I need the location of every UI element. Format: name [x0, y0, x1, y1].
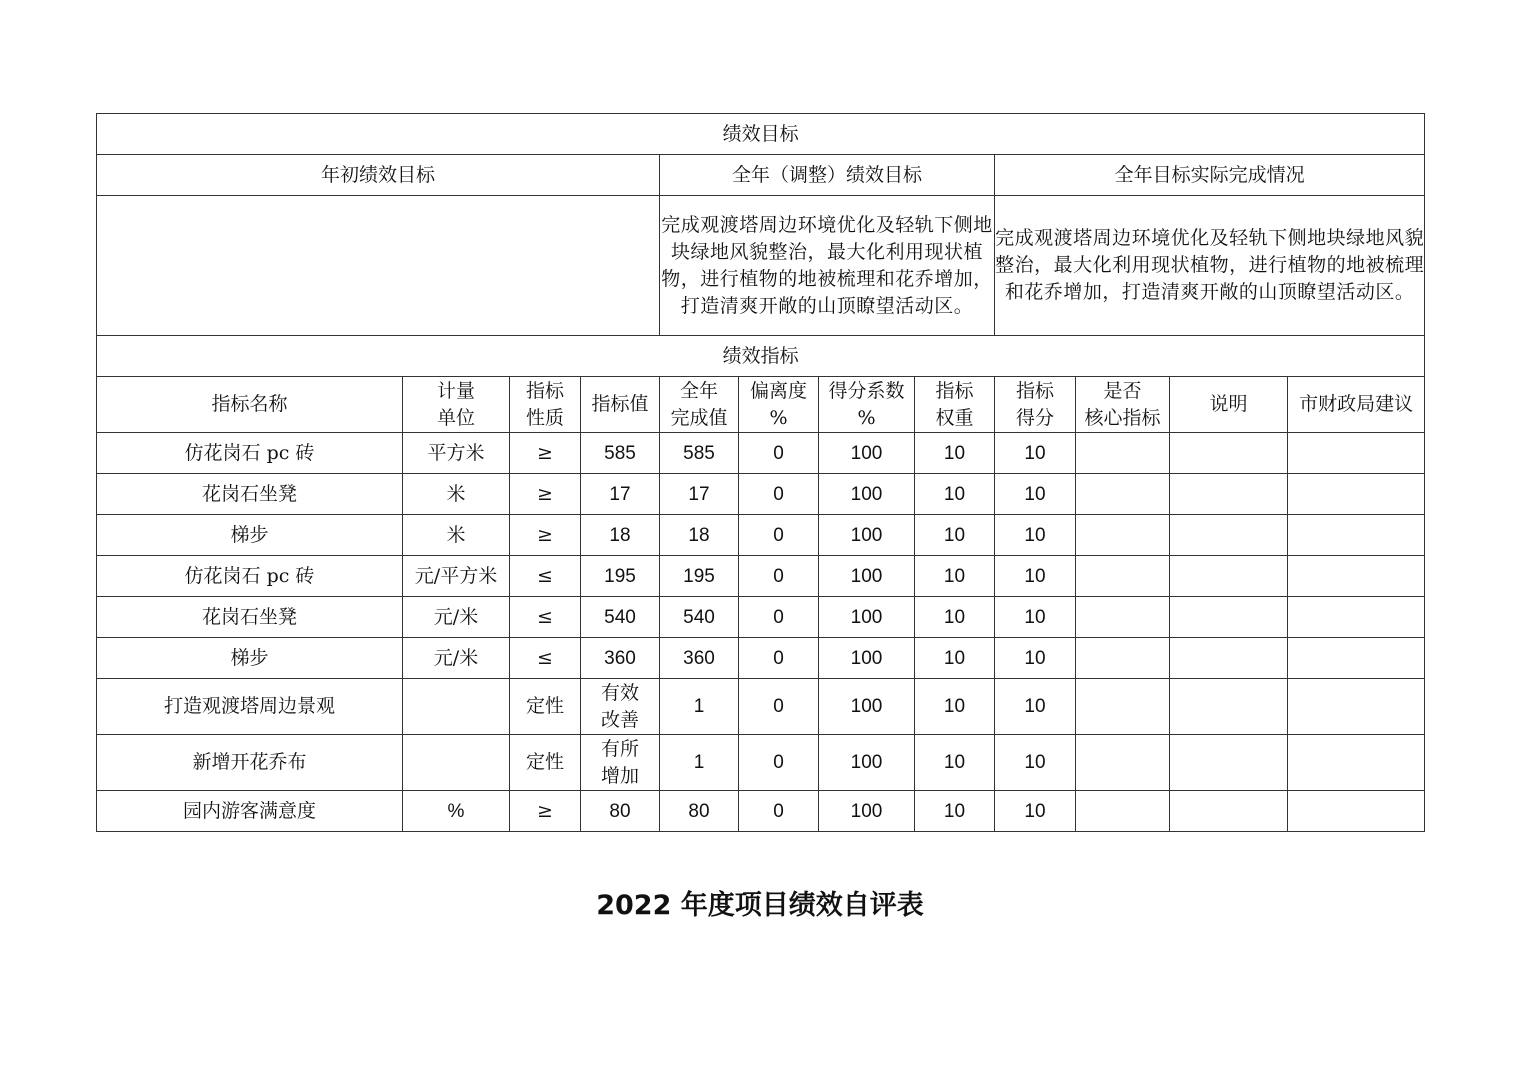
- cell-weight: 10: [915, 735, 995, 791]
- cell-weight: 10: [915, 791, 995, 832]
- col-weight-header: 指标 权重: [915, 377, 995, 433]
- cell-advice: [1288, 597, 1425, 638]
- cell-name: 花岗石坐凳: [97, 597, 403, 638]
- col-core-header: 是否 核心指标: [1076, 377, 1170, 433]
- goal-actual-text: [995, 196, 1425, 336]
- cell-unit: 米: [403, 515, 510, 556]
- cell-note: [1170, 515, 1288, 556]
- cell-advice: [1288, 556, 1425, 597]
- table-row: [97, 433, 1425, 474]
- cell-nature: ≥: [510, 791, 581, 832]
- cell-core: [1076, 597, 1170, 638]
- cell-unit: [403, 679, 510, 735]
- col-deviation-header: 偏离度 %: [739, 377, 819, 433]
- column-header-row: [97, 377, 1425, 433]
- col-advice-header: 市财政局建议: [1288, 377, 1425, 433]
- cell-core: [1076, 638, 1170, 679]
- cell-weight: 10: [915, 679, 995, 735]
- cell-core: [1076, 515, 1170, 556]
- cell-name: 梯步: [97, 638, 403, 679]
- cell-target: 360: [581, 638, 660, 679]
- cell-name: 打造观渡塔周边景观: [97, 679, 403, 735]
- cell-nature: ≤: [510, 638, 581, 679]
- cell-name: 新增开花乔布: [97, 735, 403, 791]
- col-target-header: 指标值: [581, 377, 660, 433]
- cell-coef: 100: [819, 556, 915, 597]
- section-goals-header: 绩效目标: [97, 114, 1425, 155]
- cell-note: [1170, 679, 1288, 735]
- cell-target: 585: [581, 433, 660, 474]
- goal-adjusted-content: 完成观渡塔周边环境优化及轻轨下侧地块绿地风貌整治，最大化利用现状植物，进行植物的地被梳理和花乔增加，打造清爽开敞的山顶瞭望活动区。: [661, 213, 993, 317]
- goal-initial-text: [97, 196, 660, 336]
- cell-weight: 10: [915, 597, 995, 638]
- cell-core: [1076, 791, 1170, 832]
- cell-weight: 10: [915, 474, 995, 515]
- cell-actual: 18: [660, 515, 739, 556]
- cell-deviation: 0: [739, 474, 819, 515]
- cell-core: [1076, 679, 1170, 735]
- cell-target: 540: [581, 597, 660, 638]
- goal-header-initial: 年初绩效目标: [97, 155, 660, 196]
- table-row: [97, 679, 1425, 735]
- cell-actual: 1: [660, 735, 739, 791]
- cell-name: 园内游客满意度: [97, 791, 403, 832]
- table-row: [97, 735, 1425, 791]
- cell-coef: 100: [819, 433, 915, 474]
- cell-advice: [1288, 679, 1425, 735]
- col-coef-header: 得分系数 %: [819, 377, 915, 433]
- page-title: 2022 年度项目绩效自评表: [596, 890, 924, 921]
- cell-nature: 定性: [510, 679, 581, 735]
- cell-score: 10: [995, 679, 1076, 735]
- cell-unit: 元/平方米: [403, 556, 510, 597]
- cell-note: [1170, 556, 1288, 597]
- table-row: [97, 597, 1425, 638]
- cell-unit: 元/米: [403, 638, 510, 679]
- cell-weight: 10: [915, 433, 995, 474]
- cell-deviation: 0: [739, 556, 819, 597]
- cell-score: 10: [995, 474, 1076, 515]
- cell-score: 10: [995, 638, 1076, 679]
- cell-target: 80: [581, 791, 660, 832]
- cell-coef: 100: [819, 638, 915, 679]
- cell-deviation: 0: [739, 515, 819, 556]
- cell-score: 10: [995, 597, 1076, 638]
- table-row: [97, 474, 1425, 515]
- cell-name: 仿花岗石 pc 砖: [97, 556, 403, 597]
- cell-deviation: 0: [739, 735, 819, 791]
- cell-name: 仿花岗石 pc 砖: [97, 433, 403, 474]
- cell-weight: 10: [915, 556, 995, 597]
- cell-coef: 100: [819, 791, 915, 832]
- cell-advice: [1288, 515, 1425, 556]
- performance-table: [96, 113, 1425, 832]
- cell-coef: 100: [819, 597, 915, 638]
- cell-score: 10: [995, 791, 1076, 832]
- cell-core: [1076, 556, 1170, 597]
- cell-weight: 10: [915, 515, 995, 556]
- cell-actual: 80: [660, 791, 739, 832]
- cell-name: 花岗石坐凳: [97, 474, 403, 515]
- col-note-header: 说明: [1170, 377, 1288, 433]
- cell-advice: [1288, 791, 1425, 832]
- col-actual-header: 全年 完成值: [660, 377, 739, 433]
- cell-actual: 360: [660, 638, 739, 679]
- cell-nature: ≤: [510, 597, 581, 638]
- cell-unit: 米: [403, 474, 510, 515]
- cell-deviation: 0: [739, 791, 819, 832]
- cell-nature: ≥: [510, 515, 581, 556]
- col-score-header: 指标 得分: [995, 377, 1076, 433]
- cell-note: [1170, 638, 1288, 679]
- cell-nature: ≥: [510, 474, 581, 515]
- cell-score: 10: [995, 515, 1076, 556]
- goal-actual-content: 完成观渡塔周边环境优化及轻轨下侧地块绿地风貌整治，最大化利用现状植物，进行植物的地被梳理和花乔增加，打造清爽开敞的山顶瞭望活动区。: [995, 227, 1425, 303]
- cell-score: 10: [995, 735, 1076, 791]
- cell-coef: 100: [819, 474, 915, 515]
- cell-target: 18: [581, 515, 660, 556]
- cell-target: 195: [581, 556, 660, 597]
- cell-deviation: 0: [739, 679, 819, 735]
- cell-advice: [1288, 474, 1425, 515]
- table-row: [97, 791, 1425, 832]
- cell-nature: ≤: [510, 556, 581, 597]
- cell-actual: 540: [660, 597, 739, 638]
- goal-header-actual: 全年目标实际完成情况: [995, 155, 1425, 196]
- cell-weight: 10: [915, 638, 995, 679]
- cell-score: 10: [995, 433, 1076, 474]
- table-row: [97, 515, 1425, 556]
- cell-deviation: 0: [739, 597, 819, 638]
- cell-note: [1170, 597, 1288, 638]
- cell-target: 有所 增加: [581, 735, 660, 791]
- cell-coef: 100: [819, 679, 915, 735]
- cell-actual: 585: [660, 433, 739, 474]
- cell-coef: 100: [819, 735, 915, 791]
- cell-core: [1076, 735, 1170, 791]
- cell-name: 梯步: [97, 515, 403, 556]
- table-row: [97, 556, 1425, 597]
- cell-note: [1170, 474, 1288, 515]
- cell-nature: ≥: [510, 433, 581, 474]
- cell-score: 10: [995, 556, 1076, 597]
- cell-deviation: 0: [739, 433, 819, 474]
- cell-coef: 100: [819, 515, 915, 556]
- cell-core: [1076, 474, 1170, 515]
- col-nature-header: 指标 性质: [510, 377, 581, 433]
- cell-target: 有效 改善: [581, 679, 660, 735]
- cell-actual: 195: [660, 556, 739, 597]
- table-row: [97, 638, 1425, 679]
- cell-advice: [1288, 735, 1425, 791]
- cell-note: [1170, 433, 1288, 474]
- cell-unit: 平方米: [403, 433, 510, 474]
- cell-core: [1076, 433, 1170, 474]
- cell-actual: 17: [660, 474, 739, 515]
- goal-header-adjusted: 全年（调整）绩效目标: [660, 155, 995, 196]
- section-indicators-header: 绩效指标: [97, 336, 1425, 377]
- cell-nature: 定性: [510, 735, 581, 791]
- cell-advice: [1288, 638, 1425, 679]
- goal-adjusted-text: [660, 196, 995, 336]
- cell-actual: 1: [660, 679, 739, 735]
- col-unit-header: 计量 单位: [403, 377, 510, 433]
- cell-deviation: 0: [739, 638, 819, 679]
- cell-unit: 元/米: [403, 597, 510, 638]
- col-name-header: 指标名称: [97, 377, 403, 433]
- cell-unit: [403, 735, 510, 791]
- cell-target: 17: [581, 474, 660, 515]
- cell-unit: %: [403, 791, 510, 832]
- cell-note: [1170, 791, 1288, 832]
- cell-advice: [1288, 433, 1425, 474]
- cell-note: [1170, 735, 1288, 791]
